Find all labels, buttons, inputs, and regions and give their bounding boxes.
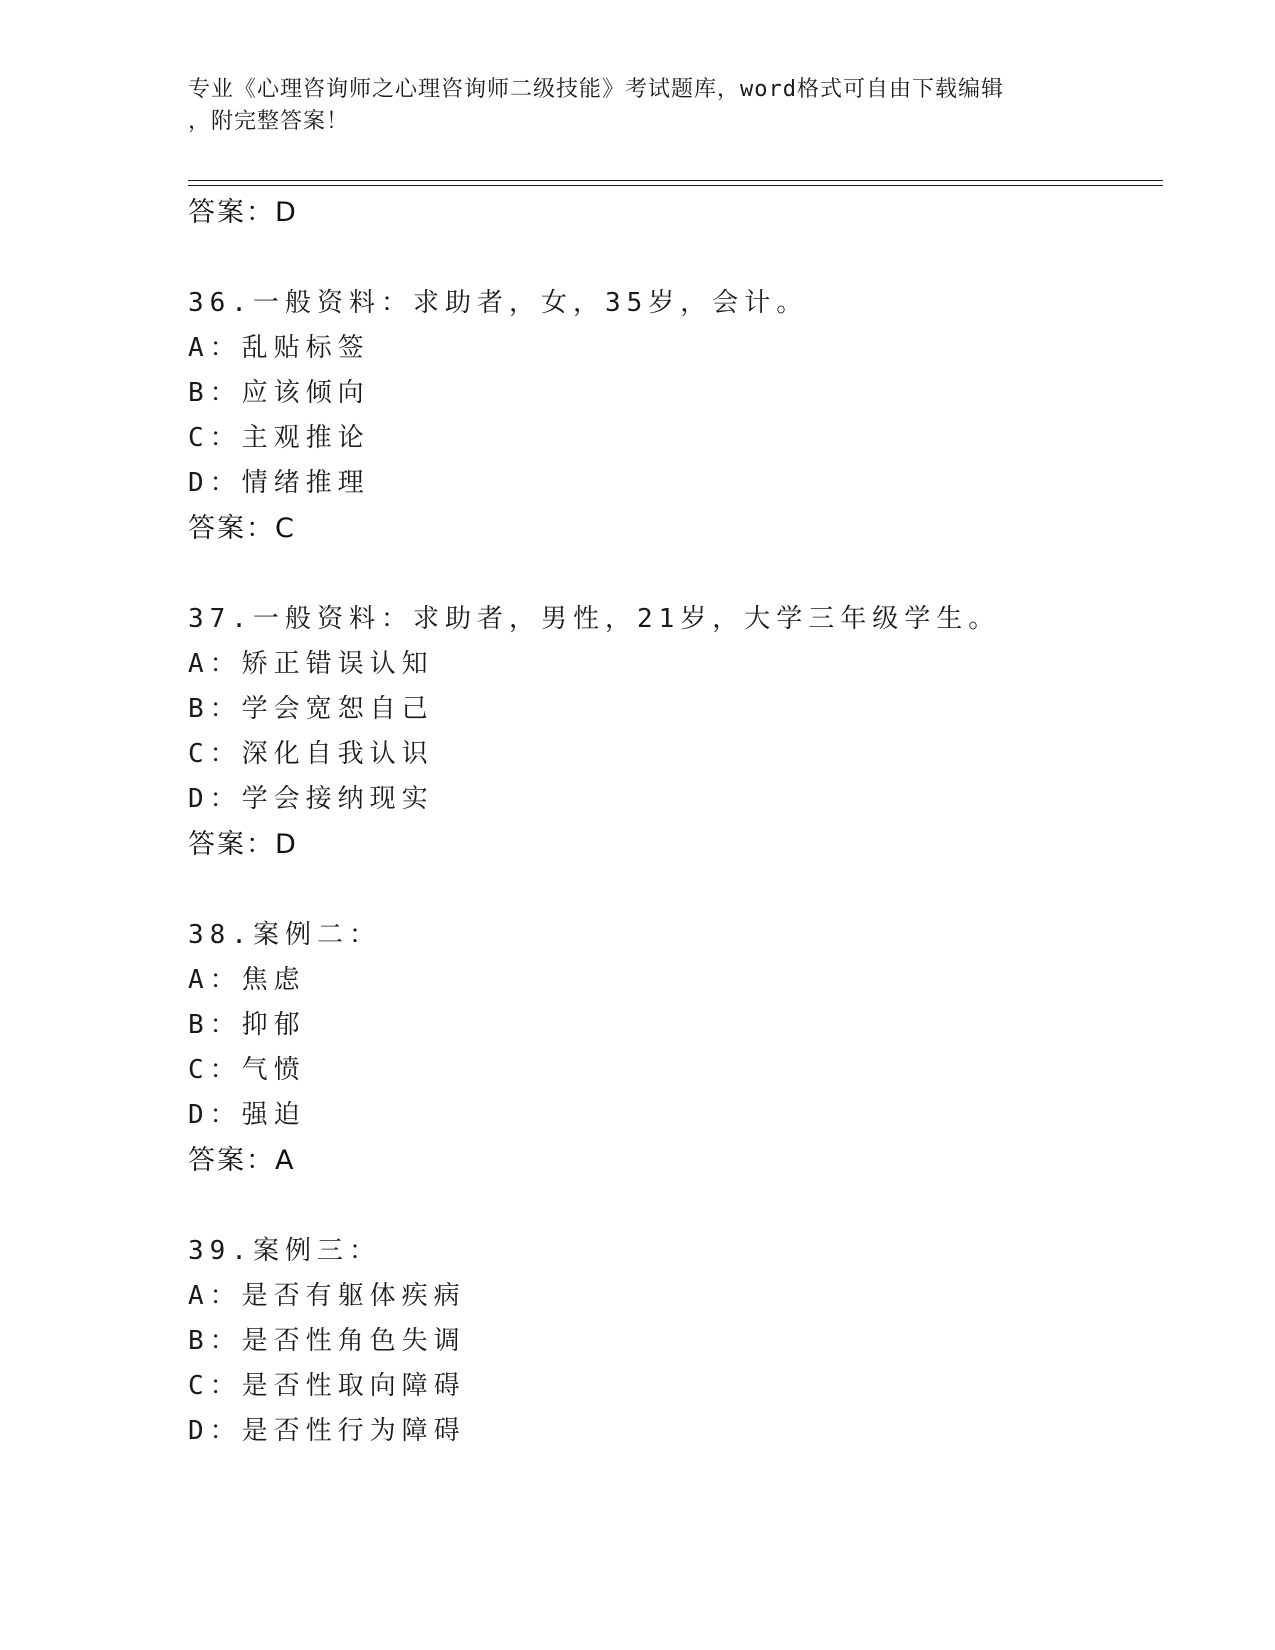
question-stem: 36.一般资料：求助者，女，35岁，会计。: [188, 288, 809, 318]
option-d: D：强迫: [188, 1100, 306, 1130]
question-stem: 37.一般资料：求助者，男性，21岁，大学三年级学生。: [188, 604, 1001, 634]
question-38: [188, 913, 1168, 1183]
option-b: B：抑郁: [188, 1010, 306, 1040]
question-37: [188, 597, 1168, 867]
header-divider-top: [188, 180, 1163, 181]
option-b: B：是否性角色失调: [188, 1326, 466, 1356]
question-stem: 39.案例三：: [188, 1236, 381, 1266]
previous-answer: 答案：D: [188, 197, 298, 228]
option-c: C：主观推论: [188, 423, 370, 453]
option-b: B：学会宽恕自己: [188, 694, 434, 724]
header-line-2: ，附完整答案！: [188, 109, 350, 134]
option-c: C：气愤: [188, 1055, 306, 1085]
option-a: A：乱贴标签: [188, 333, 370, 363]
question-stem: 38.案例二：: [188, 920, 381, 950]
option-d: D：学会接纳现实: [188, 784, 434, 814]
header-divider-bottom: [188, 185, 1163, 186]
question-36: [188, 281, 1168, 551]
option-a: A：是否有躯体疾病: [188, 1281, 466, 1311]
question-39: [188, 1229, 1168, 1454]
option-a: A：焦虑: [188, 965, 306, 995]
option-c: C：是否性取向障碍: [188, 1371, 466, 1401]
option-d: D：情绪推理: [188, 468, 370, 498]
question-list: [188, 190, 1168, 1454]
question-answer: 答案：D: [188, 829, 298, 860]
header-line-1: 专业《心理咨询师之心理咨询师二级技能》考试题库，word格式可自由下载编辑: [188, 77, 1004, 102]
question-answer: 答案：C: [188, 513, 296, 544]
option-a: A：矫正错误认知: [188, 649, 434, 679]
question-answer: 答案：A: [188, 1145, 296, 1176]
document-header: [188, 74, 1088, 138]
option-d: D：是否性行为障碍: [188, 1416, 466, 1446]
option-c: C：深化自我认识: [188, 739, 434, 769]
option-b: B：应该倾向: [188, 378, 370, 408]
